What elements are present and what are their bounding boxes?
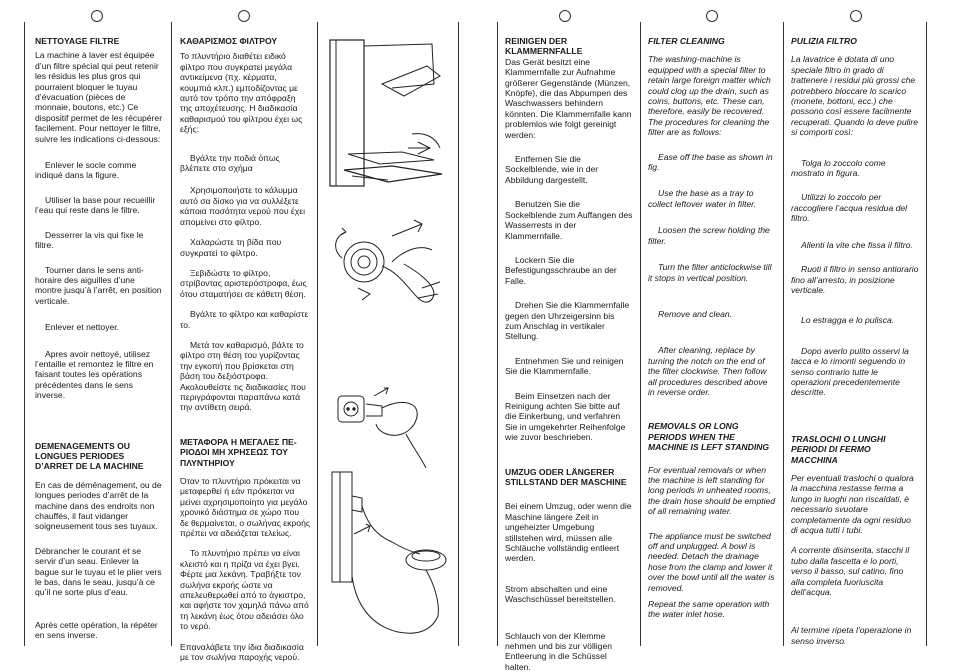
paragraph: Όταν το πλυντήριο πρόκειται να μεταφερθεί ή εάν πρόκειται να μείνει αχρησιμοποίητο για μεγάλο χρονικό διάστημα σε χώρο που δε θερμαίνεται, ο σωλήνας εκροής πρέπει να αδειάζεται τελείως. (180, 476, 310, 539)
column-marker-fr (91, 10, 103, 22)
paragraph: La lavatrice è dotata di uno speciale filtro in grado di trattenere i residui più grossi che potrebbero bloccare lo scarico (monete, bottoni, ecc.) che possono così essere facilmente recuperati. Quando lo deve pulire si comporti così: (791, 54, 919, 138)
paragraph: Lockern Sie die Befestigungsschraube an der Falle. (505, 254, 617, 286)
paragraph: Schlauch von der Klemme nehmen und bis zur völligen Entleerung in die Schüssel halten. (505, 630, 613, 672)
paragraph: After cleaning, replace by turning the notch on the end of the filter clockwise. Then follow all procedures described above in reverse order. (648, 345, 768, 397)
section-heading: DEMENAGEMENTS OU LONGUES PERIODES D’ARRET DE LA MACHINE (35, 440, 144, 472)
base-panel-illustration (330, 40, 442, 186)
paragraph: Utiliser la base pour recueillir l’eau qui reste dans le filtre. (35, 194, 156, 216)
paragraph: Remove and clean. (658, 308, 733, 319)
paragraph: Desserrer la vis qui fixe le filtre. (35, 229, 144, 251)
paragraph: Turn the filter anticlockwise till it stops in vertical position. (648, 262, 772, 283)
paragraph: Use the base as a tray to collect leftover water in filter. (648, 188, 757, 209)
section-heading: UMZUG ODER LÄNGERER STILLSTAND DER MASCHINE (505, 466, 627, 487)
paragraph: Apres avoir nettoyé, utilisez l’entaille et remontez le filtre en faisant toutes les opérations précédentes dans le sens inverse. (35, 348, 154, 401)
section-heading: ΚΑΘΑΡΙΣΜΟΣ ΦΙΛΤΡΟΥ (180, 36, 278, 46)
column-marker-gr (238, 10, 250, 22)
paragraph: Ruoti il filtro in senso antiorario fino all’arresto, in posizione verticale. (791, 264, 919, 295)
paragraph: La machine à laver est équipée d’un filtre spécial qui peut retenir les résidus les plus gros qui pourraient bloquer le tuyau d’évacuation (pièces de monnaie, boutons, etc.) Ce dispositif permet de les récupérer facilement. Pour nettoyer le filtre, suivre les indications ci-dessous: (35, 50, 163, 144)
section-heading: NETTOYAGE FILTRE (35, 36, 120, 46)
paragraph: Χαλαρώστε τη βίδα που συγκρατεί το φίλτρο. (180, 237, 282, 258)
paragraph: En cas de déménagement, ou de longues periodes d’arrêt de la machine dans des endroits non chauffés, il faut vidanger soigneusement tous ses tuyaux. (35, 479, 162, 532)
page-gutter (460, 0, 494, 668)
paragraph: Entnehmen Sie und reinigen Sie die Klammernfalle. (505, 355, 624, 377)
paragraph: Débrancher le courant et se servir d’un seau. Enlever la bague sur le tuyau et le plier vers le bas, dans le seau, jusqu’à ce qu’il ne sorte plus d’eau. (35, 545, 162, 598)
column-fr (35, 36, 163, 641)
section-heading: REMOVALS OR LONG PERIODS WHEN THE MACHINE IS LEFT STANDING (648, 421, 770, 453)
paragraph: Βγάλτε το φίλτρο και καθαρίστε το. (180, 309, 309, 330)
illustration-column (322, 36, 452, 656)
paragraph: Benutzen Sie die Sockelblende zum Auffangen des Wasserrests in der Klammernfalle. (505, 199, 633, 241)
paragraph: Ξεβιδώστε το φίλτρο, στρίβοντας αριστερόστροφα, έως ότου σταματήσει σε κάθετη θέση. (180, 267, 307, 299)
paragraph: The appliance must be switched off and unplugged. A bowl is needed. Detach the drainage hose from the clamp and lower it over the bowl until all the water is removed. (648, 530, 775, 593)
paragraph: Χρησιμοποιήστε το κάλυμμα αυτό σα δίσκο για να συλλέξετε κάποια ποσότητα νερού που έχει απομείνει στο φίλτρο. (180, 185, 306, 227)
paragraph: For eventual removals or when the machine is left standing for long periods in unheated rooms, the drain hose should be emptied of all remaining water. (648, 464, 776, 517)
rule-fr-gr (171, 22, 172, 646)
section-heading: ΜΕΤΑΦΟΡΑ Η ΜΕΓΑΛΕΣ ΠΕ-ΡΙΟΔΟΙ ΜΗ ΧΡΗΣΕΩΣ ΤΟΥ ΠΛΥΝΤΗΡΙΟΥ (180, 436, 297, 468)
paragraph: Repeat the same operation with the water inlet hose. (648, 599, 770, 620)
paragraph: Το πλυντήριο πρέπει να είναι κλειστό και η πρίζα να έχει βγει. Φέρτε μια λεκάνη. Τραβήξτε τον σωλήνα εκροής ώστε να απελευθερωθεί από το άγκιστρο, και αφήστε τον χαμηλά πάνω από τη λεκάνη έως ότου αδειάσει όλο το νερό. (180, 548, 309, 632)
paragraph: Beim Einsetzen nach der Reinigung achten Sie bitte auf die Einkerbung, und verfahren Sie in umgekehrter Reihenfolge wie zuvor beschrieben. (505, 390, 626, 443)
paragraph: Ease off the base as shown in fig. (648, 151, 773, 173)
paragraph: Das Gerät besitzt eine Klammernfalle zur Aufnahme größerer Gegenstände (Münzen, Knöpfe), die das Abpumpen des Waschwassers behindern könnten. Die Klammernfalle kann problemlos wie folgt gereinigt werden: (505, 56, 632, 140)
section-heading: PULIZIA FILTRO (791, 36, 857, 46)
paragraph: Enlever et nettoyer. (45, 322, 120, 333)
column-en (648, 36, 776, 620)
paragraph: Επαναλάβετε την ίδια διαδικασία με τον σωλήνα παροχής νερού. (180, 641, 304, 663)
paragraph: Utilizzi lo zoccolo per raccogliere l’acqua residua del filtro. (791, 192, 908, 224)
section-heading: TRASLOCHI O LUNGHI PERIODI DI FERMO MACCHINA (791, 433, 886, 465)
section-heading: REINIGEN DER KLAMMERNFALLE (505, 36, 583, 57)
paragraph: Enlever le socle comme indiqué dans la figure. (35, 160, 137, 181)
column-marker-de (559, 10, 571, 22)
paragraph: Entfernen Sie die Sockelblende, wie in der Abbildung dargestellt. (505, 154, 599, 185)
paragraph: Per eventuali traslochi o qualora la macchina restasse ferma a lungo in luoghi non riscaldati, è necessario svuotare completamente da ogni residuo di acqua tutti i tubi. (791, 472, 914, 535)
column-marker-it (850, 10, 862, 22)
section-heading: FILTER CLEANING (648, 36, 725, 46)
paragraph: Lo estragga e lo pulisca. (801, 315, 895, 326)
paragraph: Après cette opération, la répéter en sens inverse. (35, 619, 158, 641)
paragraph: Dopo averlo pulito osservi la tacca e lo rimonti seguendo in senso contrario tutte le operazioni precedentemente descritte. (791, 345, 909, 398)
rule-gr-illus (317, 22, 318, 646)
column-marker-en (706, 10, 718, 22)
paragraph: Strom abschalten und eine Waschschüssel bereitstellen. (505, 583, 616, 605)
paragraph: Bei einem Umzug, oder wenn die Maschine längere Zeit in ungeheizter Umgebung stillstehen wird, müssen alle Schläuche vollständig entleert werden. (505, 501, 632, 564)
rule-right-outer (926, 22, 927, 646)
paragraph: Al termine ripeta l’operazione in senso inverso. (791, 625, 912, 646)
rule-right-inner (497, 22, 498, 646)
paragraph: Allenti la vite che fissa il filtro. (801, 239, 913, 250)
paragraph: Μετά τον καθαρισμό, βάλτε το φίλτρο στη θέση του γυρίζοντας την εγκοπή που βρίσκεται στη βάση του δεξιόστροφα. Ακολουθείστε τις διαδικασίες που περιγράφονται παραπάνω κατά την αντίθετη σειρά. (180, 339, 306, 413)
filter-unscrew-illustration (336, 220, 440, 302)
paragraph: The washing-machine is equipped with a special filter to retain large foreign matter which could clog up the drain, such as coins, buttons, etc. These can, therefore, easily be recovered. The procedures for cleaning the filter are as follows: (648, 54, 771, 138)
drain-hose-illustration (332, 472, 446, 633)
paragraph: Loosen the screw holding the filter. (648, 225, 770, 246)
paragraph: A corrente disinserita, stacchi il tubo dalla fascetta e lo porti, verso il basso, sul catino, fino alla completa fuoriuscita dell’acqua. (791, 545, 910, 598)
rule-left-outer (24, 22, 25, 646)
paragraph: Drehen Sie die Klammernfalle gegen den Uhrzeigersinn bis zum Anschlag in vertikaler Stellung. (505, 300, 630, 342)
paragraph: Tourner dans le sens anti-horaire des aiguilles d’une montre jusqu’à l’arrêt, en position verticale. (35, 264, 162, 306)
unplug-illustration (338, 388, 426, 468)
paragraph: Βγάλτε την ποδιά όπως βλέπετε στο σχήμα (180, 152, 280, 174)
rule-left-inner (458, 22, 459, 646)
column-de (505, 36, 633, 672)
rule-de-en (640, 22, 641, 646)
paragraph: Το πλυντήριο διαθέτει ειδικό φίλτρο που συγκρατεί μεγάλα αντικείμενα (πχ. κέρματα, κουμπιά κλπ.) εμποδίζοντας με αυτό τον τρόπο την απόφραξη της αποχέτευσης. Η διαδικασία καθαρισμού του φίλτρου έχει ως εξής: (180, 51, 303, 135)
rule-en-it (783, 22, 784, 646)
column-gr (180, 36, 310, 663)
column-it (791, 36, 919, 646)
paragraph: Tolga lo zoccolo come mostrato in figura. (791, 157, 886, 179)
